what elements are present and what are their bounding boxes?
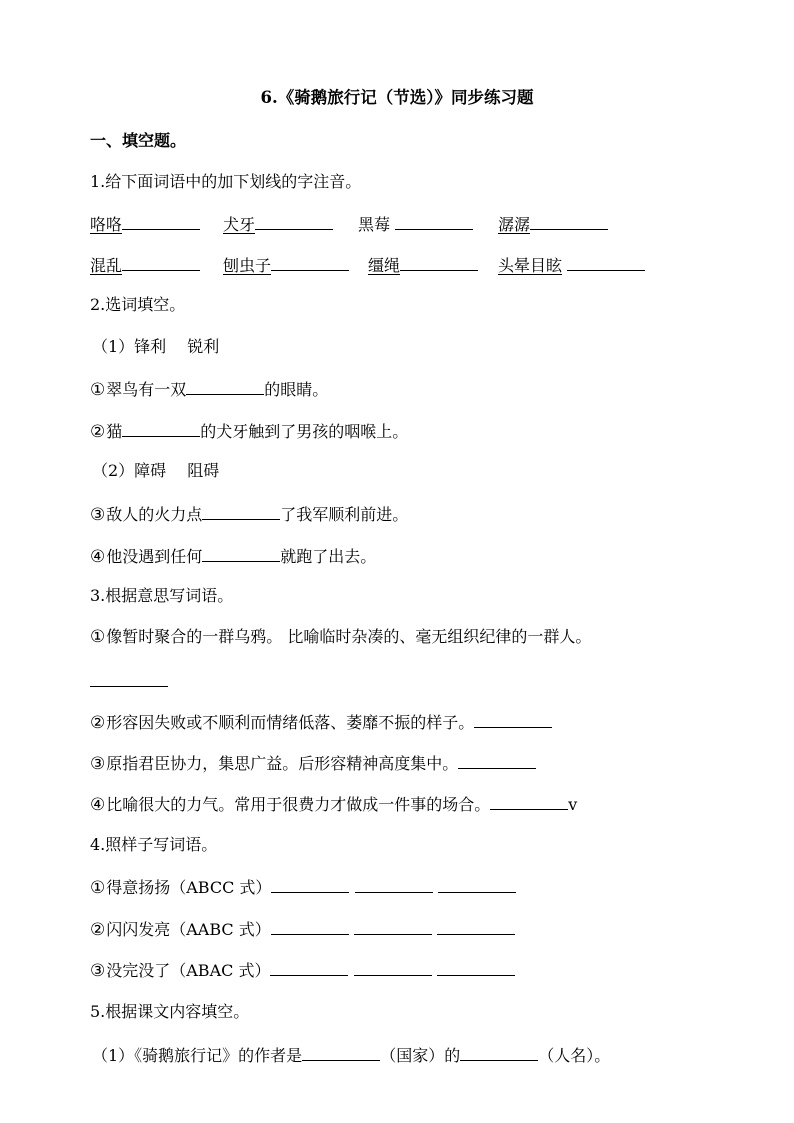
definition-item	[90, 793, 577, 815]
question-2-label: 2.选词填空。	[90, 295, 186, 314]
answer-blank[interactable]	[437, 959, 515, 976]
word-choice-group-2: （2）障碍 阻碍	[92, 461, 220, 480]
sentence-text: 敌人的火力点	[106, 505, 203, 524]
definition-answer	[90, 670, 168, 692]
word-text: 潺潺	[498, 215, 531, 234]
definition-text: 比喻很大的力气。常用于很费力才做成一件事的场合。	[106, 795, 491, 814]
answer-blank[interactable]	[354, 918, 432, 935]
fill-sentence	[90, 545, 376, 567]
pattern-item	[90, 918, 515, 940]
answer-blank[interactable]	[186, 378, 264, 395]
answer-blank[interactable]	[530, 213, 608, 230]
answer-blank[interactable]	[438, 876, 516, 893]
fill-sentence	[90, 378, 328, 400]
word-choice-group-1: （1）锋利 锐利	[92, 337, 220, 356]
answer-blank[interactable]	[400, 254, 478, 271]
definition-text: 形容因失败或不顺利而情绪低落、萎靡不振的样子。	[106, 713, 475, 732]
answer-blank[interactable]	[255, 213, 333, 230]
item-number: ①	[90, 380, 106, 400]
sentence-text: 的犬牙触到了男孩的咽喉上。	[200, 422, 409, 441]
item-number: ①	[90, 627, 106, 647]
fill-sentence	[90, 503, 408, 525]
item-number: ②	[90, 920, 106, 940]
sentence-text: 了我军顺利前进。	[280, 505, 409, 524]
pattern-example: 得意扬扬（ABCC 式）	[106, 878, 272, 897]
word-item	[223, 254, 349, 276]
answer-blank[interactable]	[122, 420, 200, 437]
word-item	[498, 254, 645, 276]
stray-mark: v	[568, 795, 578, 814]
answer-blank[interactable]	[271, 876, 349, 893]
sentence-text: （1）《骑鹅旅行记》的作者是	[92, 1046, 303, 1065]
word-text: 混乱	[90, 256, 123, 275]
word-item	[90, 213, 200, 235]
question-4-label: 4.照样子写词语。	[90, 835, 218, 854]
word-item	[498, 213, 608, 235]
word-text: 头晕目眩	[498, 256, 563, 275]
answer-blank[interactable]	[270, 959, 348, 976]
answer-blank[interactable]	[354, 959, 432, 976]
item-number: ③	[90, 961, 106, 981]
question-5-label: 5.根据课文内容填空。	[90, 1002, 250, 1021]
definition-item	[90, 752, 536, 774]
answer-blank[interactable]	[395, 213, 473, 230]
item-number: ②	[90, 422, 106, 442]
item-number: ④	[90, 795, 106, 815]
word-text: 缰绳	[368, 256, 401, 275]
answer-blank[interactable]	[437, 918, 515, 935]
answer-blank[interactable]	[490, 793, 568, 810]
sentence-text: （国家）的	[380, 1046, 461, 1065]
answer-blank[interactable]	[567, 254, 645, 271]
fill-sentence	[92, 1044, 610, 1066]
answer-blank[interactable]	[271, 918, 349, 935]
pattern-example: 没完没了（ABAC 式）	[106, 961, 271, 980]
pattern-item	[90, 876, 516, 898]
item-number: ②	[90, 713, 106, 733]
page-title: 6.《骑鹅旅行记（节选）》同步练习题	[260, 88, 534, 107]
word-text: 犬牙	[223, 215, 256, 234]
answer-blank[interactable]	[474, 711, 552, 728]
sentence-text: （人名）。	[538, 1046, 611, 1065]
pattern-example: 闪闪发亮（AABC 式）	[106, 920, 271, 939]
item-number: ④	[90, 547, 106, 567]
sentence-text: 猫	[106, 422, 123, 441]
fill-sentence	[90, 420, 408, 442]
answer-blank[interactable]	[122, 213, 200, 230]
question-3-label: 3.根据意思写词语。	[90, 586, 234, 605]
word-item	[368, 254, 478, 276]
definition-item	[90, 711, 552, 733]
sentence-text: 翠鸟有一双	[106, 380, 187, 399]
definition-item	[90, 627, 591, 647]
question-1-label: 1.给下面词语中的加下划线的字注音。	[90, 172, 362, 191]
definition-text: 像暂时聚合的一群乌鸦。 比喻临时杂凑的、毫无组织纪律的一群人。	[106, 627, 592, 646]
section-heading-fill-in: 一、填空题。	[90, 131, 187, 150]
answer-blank[interactable]	[202, 503, 280, 520]
answer-blank[interactable]	[458, 752, 536, 769]
word-item	[223, 213, 333, 235]
pattern-item	[90, 959, 515, 981]
answer-blank[interactable]	[271, 254, 349, 271]
word-text: 咯咯	[90, 215, 123, 234]
item-number: ③	[90, 754, 106, 774]
answer-blank[interactable]	[302, 1044, 380, 1061]
answer-blank[interactable]	[202, 545, 280, 562]
answer-blank[interactable]	[355, 876, 433, 893]
answer-blank[interactable]	[460, 1044, 538, 1061]
item-number: ③	[90, 505, 106, 525]
item-number: ①	[90, 878, 106, 898]
definition-text: 原指君臣协力，集思广益。后形容精神高度集中。	[106, 754, 459, 773]
word-text: 刨虫子	[223, 256, 272, 275]
sentence-text: 的眼睛。	[264, 380, 329, 399]
word-text: 黑莓	[358, 215, 391, 234]
answer-blank[interactable]	[90, 670, 168, 687]
answer-blank[interactable]	[122, 254, 200, 271]
word-item	[358, 213, 473, 235]
sentence-text: 他没遇到任何	[106, 547, 203, 566]
word-item	[90, 254, 200, 276]
sentence-text: 就跑了出去。	[280, 547, 377, 566]
